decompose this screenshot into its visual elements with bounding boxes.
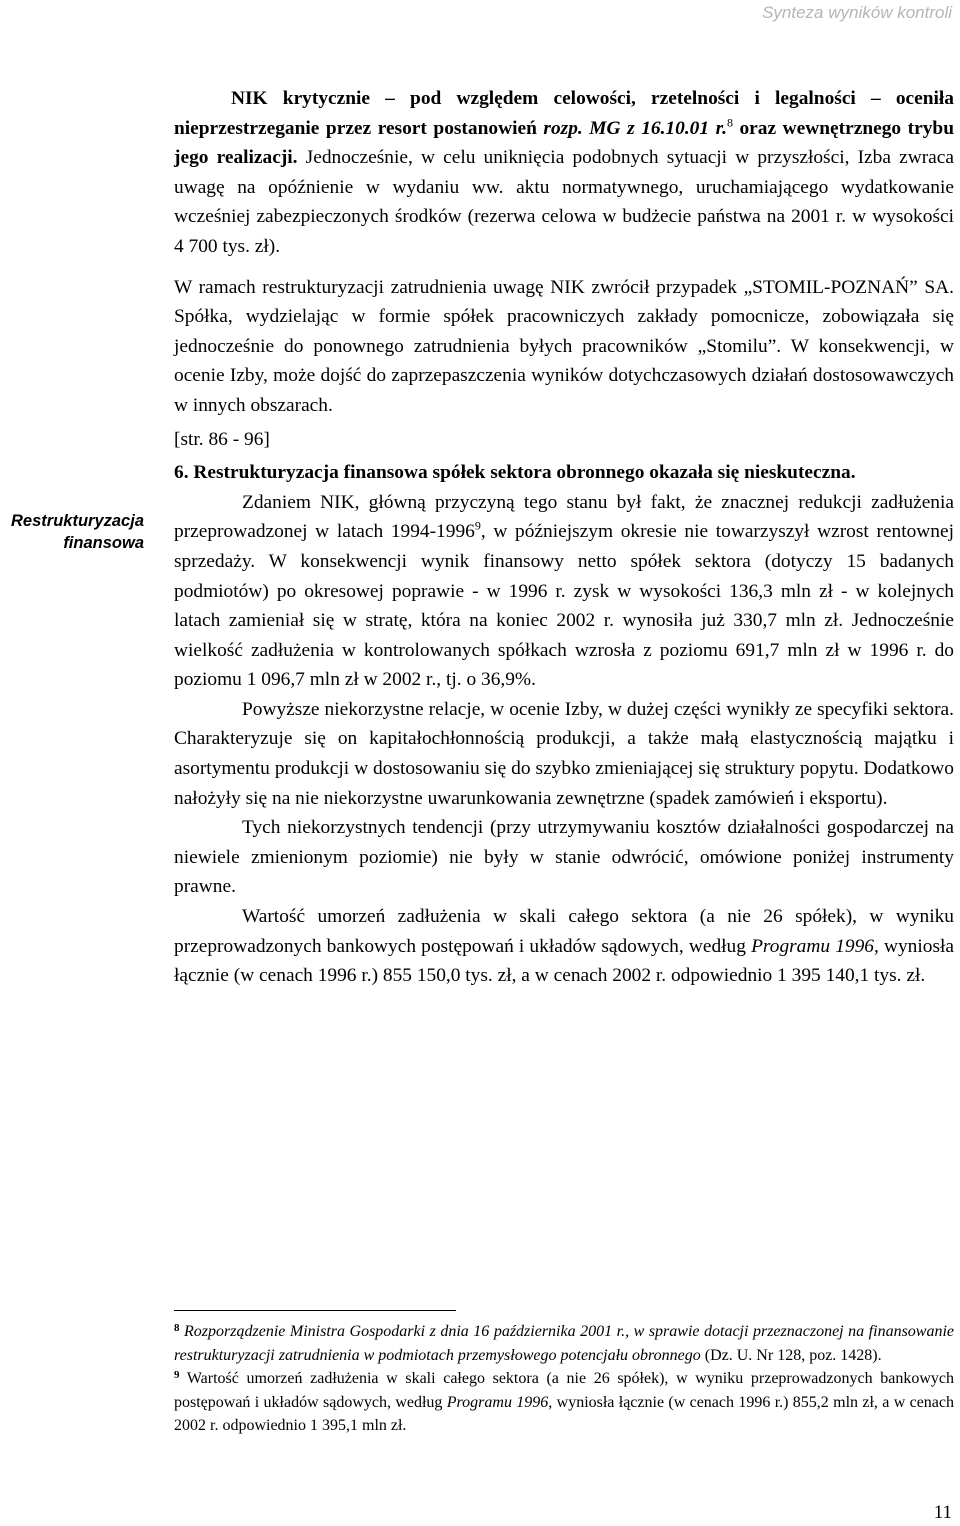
paragraph-write-offs: Wartość umorzeń zadłużenia w skali całego sektora (a nie 26 spółek), w wyniku przeprowadzonych bankowych postępowań i układów sądowych, według Programu 1996, wyniosła łącznie (w cenach 1996 r.) 855 150,0 tys. zł, a w cenach 2002 r. odpowiednio 1 395 140,1 tys. zł. [174, 906, 954, 987]
section-heading [174, 458, 954, 488]
paragraph-stomil: W ramach restrukturyzacji zatrudnienia uwagę NIK zwrócił przypadek „STOMIL-POZNAŃ” SA. Spółka, wydzielając w formie spółek pracowniczych zakłady pomocnicze, zobowiązała się jednocześnie do ponownego zatrudnienia byłych pracowników „Stomilu”. W konsekwencji, w ocenie Izby, może dojść do zaprzepaszczenia wyników dotychczasowych działań dostosowawczych w innych obszarach. [174, 276, 954, 416]
footnote-separator [174, 1310, 456, 1311]
page-reference: [str. 86 - 96] [174, 428, 270, 450]
program-name: Programu 1996 [751, 935, 874, 957]
paragraph-debt: Zdaniem NIK, główną przyczyną tego stanu był fakt, że znacznej redukcji zadłużenia przeprowadzonej w latach 1994-1996$^9$, w późniejszym okresie nie towarzyszył wzrost rentownej sprzedaży. W konsekwencji wynik finansowy netto spółek sektora (dotyczy 15 badanych podmiotów) po okresowej poprawie - w 1996 r. zysk w wysokości 136,3 mln zł - w kolejnych latach zamieniał się w stratę, która na koniec 2002 r. wynosiła już 330,7 mln zł. Jednocześnie wielkość zadłużenia w kontrolowanych spółkach wzrosła z poziomu 691,7 mln zł w 1996 r. do poziomu 1 096,7 mln zł w 2002 r., tj. o 36,9%. [174, 491, 954, 691]
bold-conclusion-end: oraz wewnętrznego trybu jego realizacji. [174, 117, 954, 169]
running-header: Synteza wyników kontroli [762, 3, 952, 22]
footnote-8: $^8$ Rozporządzenie Ministra Gospodarki z dnia 16 października 2001 r., w sprawie dotacji przeznaczonej na finansowanie restrukturyzacji zatrudnienia w podmiotach przemysłowego potencjału obronnego (Dz. U. Nr 128, poz. 1428). [174, 1322, 955, 1364]
regulation-ref: rozp. MG z 16.10.01 r. [543, 117, 727, 139]
margin-heading: Restrukturyzacja finansowa [11, 512, 144, 552]
paragraph-sector-specifics: Powyższe niekorzystne relacje, w ocenie Izby, w dużej części wynikły ze specyfiki sektora. Charakteryzuje się on kapitałochłonnością produkcji, a także małą elastycznością majątku i asortymentu produkcji w dostosowaniu się do szybko zmieniającej się struktury popytu. Dodatkowo nałożyły się na nie niekorzystne uwarunkowania zewnętrzne (spadek zamówień i eksportu). [174, 698, 954, 809]
section-title: Restrukturyzacja finansowa spółek sektora obronnego okazała się nieskuteczna. [193, 462, 856, 484]
conclusion-rest: Jednocześnie, w celu uniknięcia podobnych sytuacji w przyszłości, Izba zwraca uwagę na opóźnienie w wydaniu ww. aktu normatywnego, uruchamiającego wydatkowanie wcześniej zabezpieczonych środków (rezerwa celowa w budżecie państwa na 2001 r. w wysokości 4 700 tys. zł). [174, 147, 954, 257]
section-number: 6. [174, 462, 189, 484]
footnotes [174, 1320, 954, 1438]
page-number: 11 [933, 1502, 952, 1523]
paragraph-conclusion [174, 84, 954, 262]
footnote-9: $^9$ Wartość umorzeń zadłużenia w skali całego sektora (a nie 26 spółek), w wyniku przeprowadzonych bankowych postępowań i układów sądowych, według Programu 1996, wyniosła łącznie (w cenach 1996 r.) 855,2 mln zł, a w cenach 2002 r. odpowiednio 1 395,1 mln zł. [174, 1369, 955, 1434]
bold-conclusion: NIK krytycznie – pod względem celowości, rzetelności i legalności – oceniła nieprzestrzeganie przez resort postanowień [174, 88, 954, 139]
footnote-ref-8: 8 [726, 115, 733, 130]
footnote-ref-9: 9 [474, 518, 481, 533]
paragraph-tendencies: Tych niekorzystnych tendencji (przy utrzymywaniu kosztów działalności gospodarczej na niewiele zmienionym poziomie) nie były w stanie odwrócić, omówione poniżej instrumenty prawne. [174, 817, 954, 898]
main-text [174, 84, 954, 991]
